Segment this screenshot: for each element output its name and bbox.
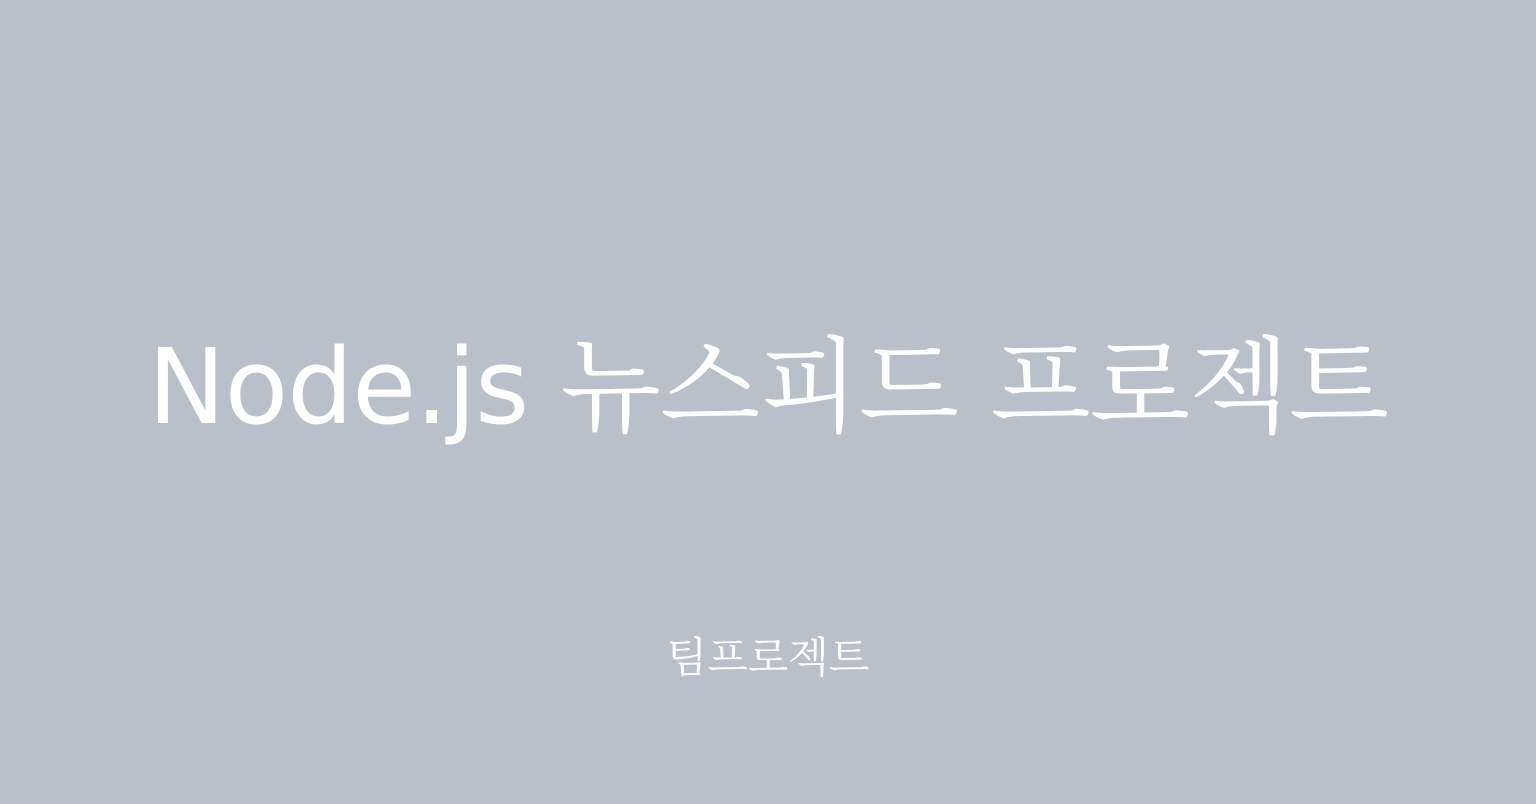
page-title: Node.js 뉴스피드 프로젝트 [147, 326, 1389, 448]
page-subtitle: 팀프로젝트 [666, 633, 870, 682]
